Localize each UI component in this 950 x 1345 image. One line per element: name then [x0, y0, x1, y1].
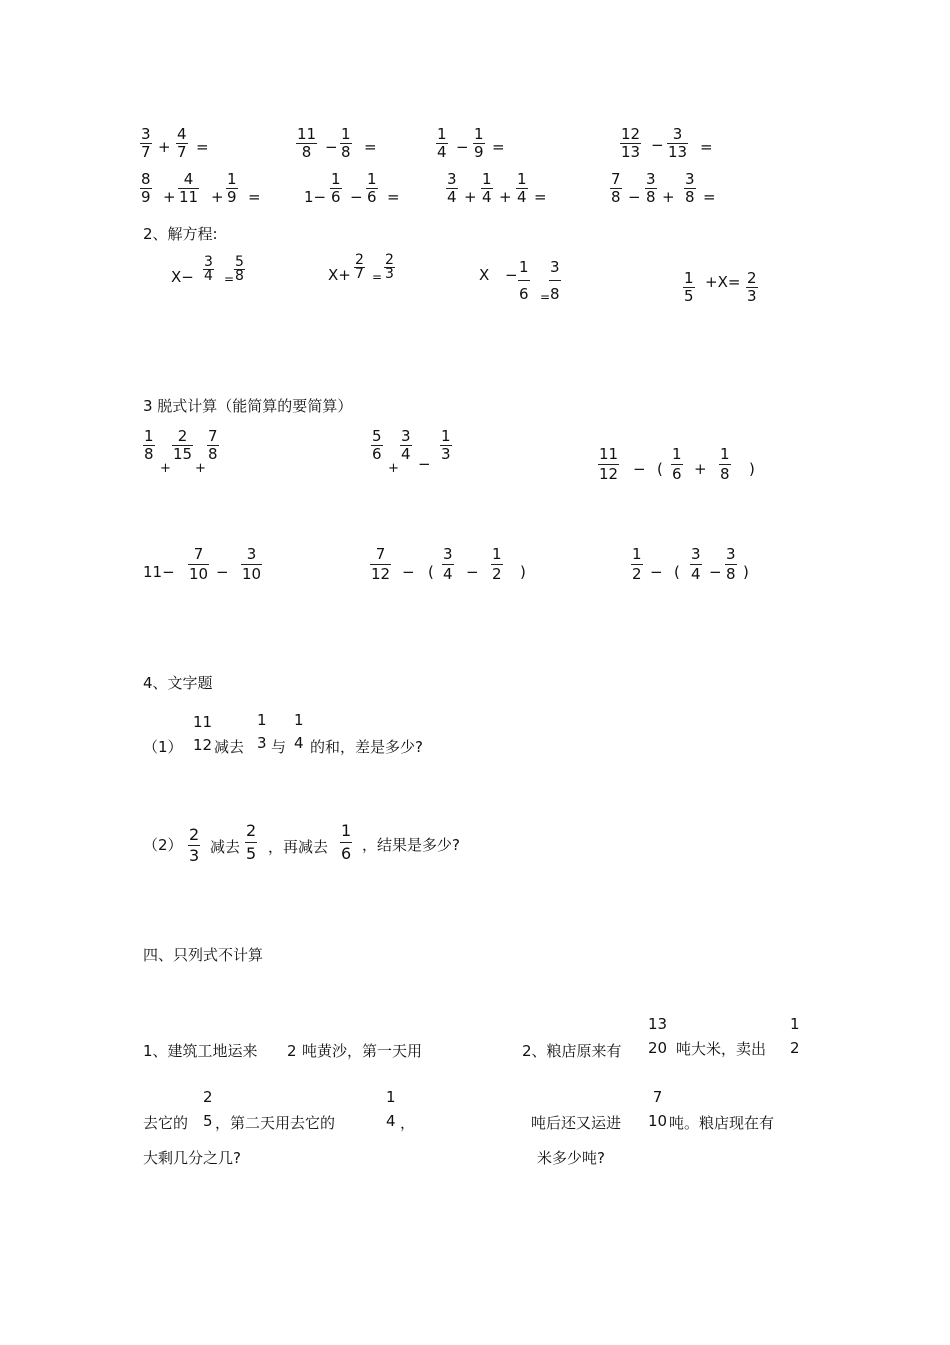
operator: + — [662, 188, 675, 206]
problem-text: 与 — [271, 738, 287, 756]
fraction: $\frac{1}{9}$ — [227, 170, 237, 206]
operator: − — [466, 563, 479, 581]
operator: + — [694, 460, 707, 478]
operator: + — [211, 188, 224, 206]
fraction: $\frac{3}{10}$ — [242, 545, 262, 583]
fraction: $\frac{1}{8}$ — [720, 445, 730, 483]
fraction: $\frac{1}{6}$ — [331, 170, 341, 206]
fraction: $\frac{8}{9}$ — [141, 170, 151, 206]
problem-text: ， — [400, 1114, 416, 1132]
paren: ) — [743, 563, 749, 581]
problem-text: 吨大米，卖出 — [676, 1040, 767, 1058]
equation-lead: X — [479, 266, 490, 284]
equation-lead: +X= — [705, 273, 741, 291]
fraction: $\frac{3}{7}$ — [141, 125, 151, 161]
fraction: $\frac{3}{8}$ — [726, 545, 736, 583]
fraction: $\frac{4}{7}$ — [177, 125, 187, 161]
fraction: $\frac{1}{9}$ — [474, 125, 484, 161]
fraction: 7 10 — [648, 1088, 668, 1130]
fraction: 13 20 — [648, 1015, 668, 1057]
problem-text: ，结果是多少? — [362, 836, 460, 854]
problem-label: （1） — [143, 738, 183, 756]
paren: ) — [520, 563, 526, 581]
fraction: $\frac{2}{3}$ — [385, 252, 394, 282]
paren: ( — [674, 563, 680, 581]
problem-text: 去它的 — [143, 1114, 189, 1132]
operator: − — [628, 188, 641, 206]
fraction: 1 4 — [386, 1088, 396, 1130]
fraction: $\frac{7}{8}$ — [208, 427, 218, 463]
operator: = — [248, 188, 261, 206]
fraction: $\frac{1}{6}$ — [367, 170, 377, 206]
fraction: $\frac{7}{10}$ — [189, 545, 209, 583]
problem-text: 米多少吨? — [537, 1149, 605, 1167]
section-title-word: 4、文字题 — [143, 674, 213, 692]
fraction: $\frac{3}{8}$ — [646, 170, 656, 206]
paren: ( — [657, 460, 663, 478]
fraction: $\frac{1}{3}$ — [441, 427, 451, 463]
fraction: 1 4 — [294, 711, 304, 752]
operator: − — [650, 563, 663, 581]
problem-value: 2 — [287, 1042, 297, 1060]
operator: + — [195, 461, 206, 476]
operator: − — [402, 563, 415, 581]
problem-label: （2） — [143, 836, 183, 854]
equation-lead: X− — [171, 268, 194, 286]
fraction: $\frac{3}{4}$ — [204, 254, 213, 284]
fraction: $\frac{3}{8}$ — [685, 170, 695, 206]
problem-text: 减去 — [210, 838, 241, 856]
operator: + — [163, 188, 176, 206]
problem-text: 吨黄沙，第一天用 — [302, 1042, 423, 1060]
fraction: $\frac{3}{4}$ — [401, 427, 411, 463]
operator: = — [364, 138, 377, 156]
operator: − — [350, 188, 363, 206]
fraction: 2 5 — [203, 1088, 213, 1130]
problem-text: 吨后还又运进 — [531, 1114, 622, 1132]
operator: − — [505, 266, 518, 284]
paren: ( — [428, 563, 434, 581]
fraction: $\frac{1}{6}$ — [518, 254, 530, 307]
equation-lead: X+ — [328, 266, 351, 284]
fraction: $\frac{7}{8}$ — [611, 170, 621, 206]
fraction: 1 3 — [257, 711, 267, 752]
operator: 1− — [304, 188, 327, 206]
operator: + — [388, 461, 399, 476]
operator: = — [534, 188, 547, 206]
fraction: $\frac{3}{8}$ — [549, 254, 561, 307]
operator: + — [464, 188, 477, 206]
fraction: $\frac{3}{4}$ — [691, 545, 701, 583]
fraction: $\frac{1}{2}$ — [492, 545, 502, 583]
fraction: $\frac{1}{4}$ — [437, 125, 447, 161]
fraction: $\frac{1}{6}$ — [341, 821, 352, 863]
operator: = — [492, 138, 505, 156]
fraction: $\frac{2}{15}$ — [173, 427, 193, 463]
operator: − — [216, 563, 229, 581]
problem-text: 减去 — [214, 738, 245, 756]
operator: = — [703, 188, 716, 206]
fraction: $\frac{1}{4}$ — [517, 170, 527, 206]
operator: = — [387, 188, 400, 206]
fraction: $\frac{1}{2}$ — [632, 545, 642, 583]
fraction: $\frac{1}{8}$ — [341, 125, 351, 161]
paren: ) — [749, 460, 755, 478]
fraction: $\frac{5}{6}$ — [372, 427, 382, 463]
operator: − — [418, 455, 431, 473]
problem-text: ，再减去 — [268, 838, 329, 856]
fraction: $\frac{2}{7}$ — [355, 252, 364, 282]
fraction: 11 12 — [193, 713, 213, 754]
fraction: $\frac{12}{13}$ — [621, 125, 641, 161]
fraction: $\frac{3}{4}$ — [443, 545, 453, 583]
operator: = — [700, 138, 713, 156]
operator: − — [709, 563, 722, 581]
problem-text: 1、建筑工地运来 — [143, 1042, 258, 1060]
operator: − — [633, 460, 646, 478]
fraction: $\frac{11}{8}$ — [297, 125, 317, 161]
operator: = — [540, 290, 551, 304]
operator: − — [456, 138, 469, 156]
operator: 11− — [143, 563, 175, 581]
fraction: $\frac{3}{4}$ — [447, 170, 457, 206]
section-title-list-only: 四、只列式不计算 — [143, 946, 264, 964]
fraction: $\frac{7}{12}$ — [371, 545, 391, 583]
fraction: $\frac{5}{8}$ — [235, 254, 244, 284]
problem-text: ，第二天用去它的 — [215, 1114, 336, 1132]
fraction: $\frac{4}{11}$ — [179, 170, 199, 206]
section-title-equations: 2、解方程: — [143, 225, 218, 243]
problem-text: 2、粮店原来有 — [522, 1042, 622, 1060]
fraction: $\frac{1}{5}$ — [684, 269, 694, 305]
problem-text: 吨。粮店现在有 — [669, 1114, 775, 1132]
fraction: $\frac{2}{3}$ — [747, 269, 757, 305]
operator: + — [160, 461, 171, 476]
problem-text: 的和，差是多少? — [310, 738, 423, 756]
fraction: $\frac{11}{12}$ — [599, 445, 619, 483]
fraction: $\frac{3}{13}$ — [668, 125, 688, 161]
operator: + — [499, 188, 512, 206]
fraction: $\frac{1}{4}$ — [482, 170, 492, 206]
operator: = — [196, 138, 209, 156]
fraction: 1 2 — [790, 1015, 800, 1057]
operator: + — [158, 138, 171, 156]
section-title-calc: 3 脱式计算（能简算的要简算） — [143, 397, 353, 415]
fraction: $\frac{2}{5}$ — [246, 821, 257, 863]
operator: = — [372, 270, 383, 284]
problem-text: 大剩几分之几? — [143, 1149, 241, 1167]
operator: − — [325, 138, 338, 156]
operator: − — [651, 136, 664, 154]
fraction: $\frac{1}{6}$ — [672, 445, 682, 483]
fraction: $\frac{2}{3}$ — [189, 825, 200, 865]
operator: = — [224, 272, 235, 286]
fraction: $\frac{1}{8}$ — [144, 427, 154, 463]
